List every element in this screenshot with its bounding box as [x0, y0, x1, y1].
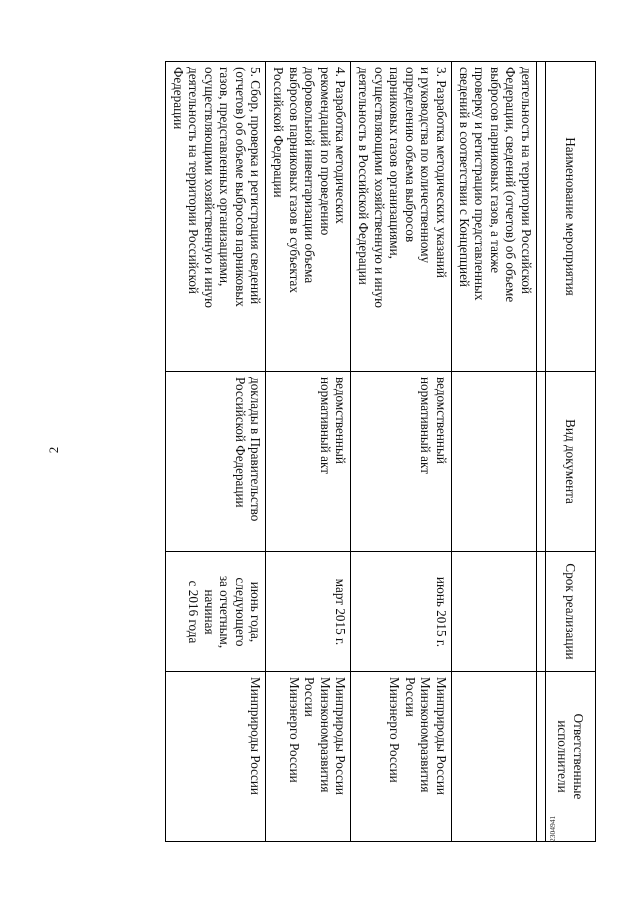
cell-executors	[165, 672, 266, 842]
cell-line: и руководства по количественному	[418, 67, 434, 264]
cell-line: определению объема выбросов	[402, 67, 418, 243]
cell-line: Минэкономразвития	[317, 677, 333, 793]
header-deadline: Срок реализации	[546, 552, 596, 672]
cell-line: Российской Федерации	[271, 67, 287, 198]
cell-line: начиная	[201, 589, 217, 635]
cell-executors	[266, 672, 351, 842]
cell-line: Российской Федерации	[232, 377, 248, 508]
table-row	[351, 62, 452, 842]
cell-deadline	[266, 552, 351, 672]
table-header-row	[546, 62, 596, 842]
cell-executors	[452, 672, 537, 842]
header-executors: Ответственные исполнители	[546, 672, 596, 842]
cell-line: России	[402, 677, 418, 717]
cell-line: Федерации	[170, 67, 186, 130]
cell-deadline	[452, 552, 537, 672]
cell-name	[266, 62, 351, 372]
cell-deadline	[351, 552, 452, 672]
cell-line: осуществляющими хозяйственную и иную	[201, 67, 217, 309]
cell-line: нормативный акт	[317, 377, 333, 474]
cell-deadline	[165, 552, 266, 672]
cell-line: нормативный акт	[418, 377, 434, 474]
document-id: 2304941	[548, 815, 557, 842]
cell-line: России	[302, 677, 318, 717]
cell-line: парниковых газов организациями,	[387, 67, 403, 259]
header-spacer-row	[537, 62, 546, 842]
cell-line: 3. Разработка методических указаний	[434, 67, 450, 278]
cell-name	[351, 62, 452, 372]
cell-line: газов, представленных организациями,	[217, 67, 233, 287]
cell-line: проверку и регистрацию представленных	[472, 67, 488, 301]
cell-line: рекомендаций по проведению	[317, 67, 333, 236]
cell-line: Минэнерго России	[387, 677, 403, 783]
measures-table	[165, 61, 596, 842]
cell-line: сведений в соответствии с Концепцией	[456, 67, 472, 287]
cell-line: Федерации, сведений (отчетов) об объеме	[503, 67, 519, 303]
cell-line: Минэнерго России	[286, 677, 302, 783]
cell-line: март 2015 г.	[333, 578, 349, 646]
cell-line: с 2016 года	[186, 580, 202, 644]
table-row	[165, 62, 266, 842]
cell-line: (отчетов) об объеме выбросов парниковых	[232, 67, 248, 307]
cell-line: осуществляющими хозяйственную и иную	[371, 67, 387, 309]
cell-line: июнь 2015 г.	[434, 576, 450, 648]
header-doc-type: Вид документа	[546, 372, 596, 552]
table-row	[452, 62, 537, 842]
cell-line: Минприроды России	[434, 677, 450, 795]
cell-line: июнь года,	[248, 581, 264, 643]
cell-line: ведомственный	[333, 377, 349, 464]
cell-executors	[351, 672, 452, 842]
cell-name	[165, 62, 266, 372]
cell-line: 4. Разработка методических	[333, 67, 349, 224]
cell-line: деятельность на территории Российской	[186, 67, 202, 294]
header-name: Наименование мероприятия	[546, 62, 596, 372]
cell-doc-type	[266, 372, 351, 552]
cell-line: следующего	[232, 577, 248, 647]
table-row	[266, 62, 351, 842]
page-number: 2	[46, 446, 61, 454]
cell-name	[452, 62, 537, 372]
cell-line: деятельность в Российской Федерации	[356, 67, 372, 285]
cell-line: ведомственный	[434, 377, 450, 464]
table-container	[92, 61, 596, 841]
cell-line: деятельность на территории Российской	[519, 67, 534, 294]
cell-line: добровольной инвентаризации объема	[302, 67, 318, 284]
cell-doc-type	[452, 372, 537, 552]
cell-line: 5. Сбор, проверка и регистрация сведений	[248, 67, 264, 305]
cell-line: за отчетным,	[217, 575, 233, 649]
cell-doc-type	[165, 372, 266, 552]
cell-line: выбросов парниковых газов в субъектах	[286, 67, 302, 294]
cell-doc-type	[351, 372, 452, 552]
cell-line: выбросов парниковых газов, а также	[487, 67, 503, 274]
cell-line: доклады в Правительство	[248, 377, 264, 522]
cell-line: Минприроды России	[333, 677, 349, 795]
cell-line: Минэкономразвития	[418, 677, 434, 793]
cell-line: Минприроды России	[248, 677, 264, 795]
